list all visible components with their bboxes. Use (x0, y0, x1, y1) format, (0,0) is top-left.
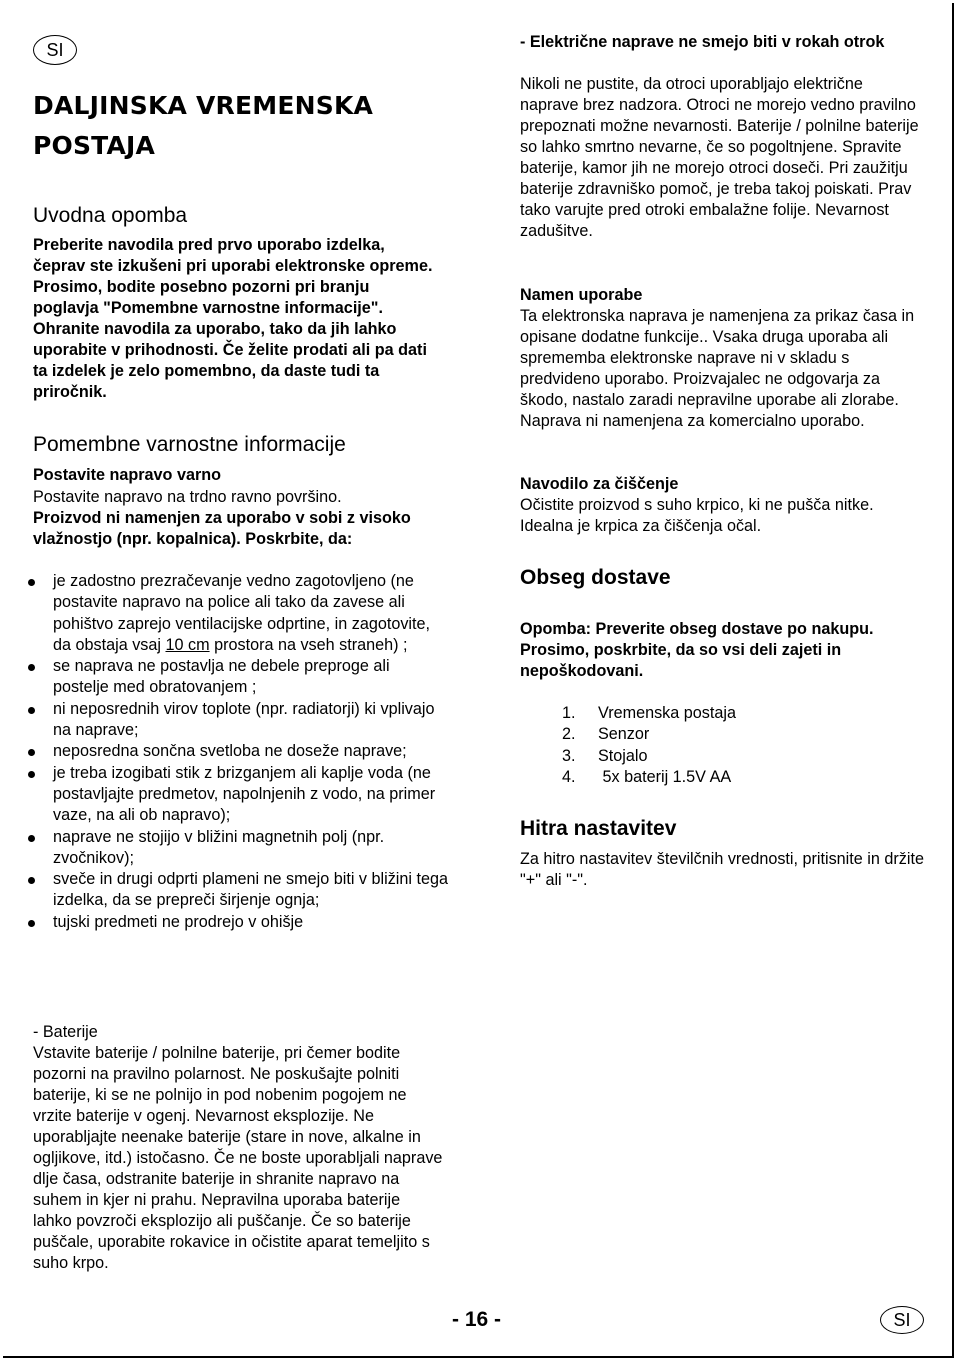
delivery-item (562, 746, 862, 767)
children-title: - Električne naprave ne smejo biti v rokah otrok (520, 33, 885, 51)
item-label: Senzor (598, 725, 650, 744)
bullet-text: prostora na vseh straneh) ; (209, 635, 408, 654)
bullet-item: naprave ne stojijo v bližini magnetnih polj (npr. zvočnikov); (33, 827, 448, 870)
item-number: 3. (562, 746, 576, 765)
humidity-text: Proizvod ni namenjen za uporabo v sobi z visoko vlažnostjo (npr. kopalnica). Poskrbite, da: (33, 509, 411, 548)
quickset-text: Za hitro nastavitev številčnih vrednosti, pritisnite in držite "+" ali "-". (520, 850, 924, 889)
language-badge: SI (33, 35, 77, 65)
children-text: Nikoli ne pustite, da otroci uporabljajo električne naprave brez nadzora. Otroci ne morejo vedno pravilno prepoznati možne nevarnosti. Baterije / polnilne baterije so lahko smrtno nevarne, če so pogoltnjene. Spravite baterije, kamor jih ne morejo otroci doseči. Pri zaužitju baterije zdravniško pomoč, je treba takoj poiskati. Prav tako varujte pred otroki embalažne folije. Nevarnost zadušitve. (520, 75, 919, 240)
quickset-heading: Hitra nastavitev (520, 817, 677, 840)
page-number: - 16 - (452, 1308, 502, 1331)
bullet-item: ni neposrednih virov toplote (npr. radiatorji) ki vplivajo na naprave; (33, 699, 448, 742)
bullet-item: tujski predmeti ne prodrejo v ohišje (33, 912, 448, 933)
purpose-text: Ta elektronska naprava je namenjena za prikaz časa in opisane dodatne funkcije.. Vsaka druga uporaba ali sprememba elektronske naprave ni v skladu s predvideno uporabo. Proizvajalec ne odgovarja za škodo, nastalo zaradi nepravilne uporabe ali zlorabe. Naprava ni namenjena za komercialno uporabo. (520, 307, 915, 430)
item-label: Vremenska postaja (598, 704, 736, 722)
document-title (33, 86, 453, 166)
title-line-2: POSTAJA (33, 131, 156, 160)
bullet-item: je treba izogibati stik z brizganjem ali kaplje voda (ne postavljajte predmetov, napolnjenih z vodo, na primer vaze, na ali ob napravo); (33, 763, 448, 827)
safety-heading: Pomembne varnostne informacije (33, 433, 346, 456)
item-label: Stojalo (598, 746, 648, 765)
intro-heading: Uvodna opomba (33, 204, 188, 227)
bullet-item: se naprava ne postavlja ne debele preproge ali postelje med obratovanjem ; (33, 656, 448, 699)
purpose-title: Namen uporabe (520, 286, 643, 304)
item-label: 5x baterij 1.5V AA (598, 767, 732, 786)
delivery-note: Opomba: Preverite obseg dostave po nakupu. Prosimo, poskrbite, da so vsi deli zajeti in nepoškodovani. (520, 620, 874, 680)
delivery-item (562, 724, 862, 745)
title-line-1: DALJINSKA VREMENSKA (33, 91, 374, 120)
language-badge-bottom: SI (880, 1306, 924, 1334)
bullet-item: sveče in drugi odprti plameni ne smejo biti v bližini tega izdelka, da se prepreči širjenje ognja; (33, 869, 448, 912)
bullet-underline-text: 10 cm (165, 635, 210, 654)
cleaning-text: Očistite proizvod s suho krpico, ki ne pušča nitke. Idealna je krpica za čiščenja očal. (520, 496, 874, 535)
battery-text: Vstavite baterije / polnilne baterije, pri čemer bodite pozorni na pravilno polarnost. Ne poskušajte polniti baterije, ki se ne polnijo in pod nobenim pogojem ne vrzite baterije v ogenj. Nevarnost eksplozije. Ne uporabljajte neenake baterije (stare in nove, alkalne in ogljikove, itd.) istočasno. Če ne boste uporabljali naprave dlje časa, odstranite baterije in shranite napravo na suhem in kjer ni prahu. Nepravilna uporaba baterije lahko povzroči eksplozijo ali puščanje. Če so baterije puščale, uporabite rokavice in očistite aparat temeljito s suho krpo. (33, 1044, 443, 1272)
place-title: Postavite napravo varno (33, 466, 222, 484)
battery-title: - Baterije (33, 1023, 98, 1041)
bullet-item (33, 571, 448, 656)
place-text: Postavite napravo na trdno ravno površino. (33, 488, 342, 506)
safety-bullet-list (33, 571, 448, 933)
delivery-list (562, 703, 862, 788)
intro-text: Preberite navodila pred prvo uporabo izdelka, čeprav ste izkušeni pri uporabi elektronske opreme. Prosimo, bodite posebno pozorni pri branju poglavja "Pomembne varnostne informacije". Ohranite navodila za uporabo, tako da jih lahko uporabite v prihodnosti. Če želite prodati ali pa dati ta izdelek je zelo pomembno, da daste tudi ta priročnik. (33, 236, 433, 401)
delivery-item (562, 767, 862, 788)
bullet-item: neposredna sončna svetloba ne doseže naprave; (33, 741, 448, 762)
delivery-heading: Obseg dostave (520, 566, 671, 589)
item-number: 1. (562, 704, 576, 722)
cleaning-title: Navodilo za čiščenje (520, 475, 679, 493)
item-number: 4. (562, 767, 576, 786)
bullet-text: je zadostno prezračevanje vedno zagotovljeno (ne postavite napravo na police ali tako da zavese ali pohištvo zaprejo ventilacijske odprtine, in zagotovite, da obstaja vsaj (53, 572, 431, 654)
item-number: 2. (562, 725, 576, 744)
delivery-item (562, 703, 862, 724)
